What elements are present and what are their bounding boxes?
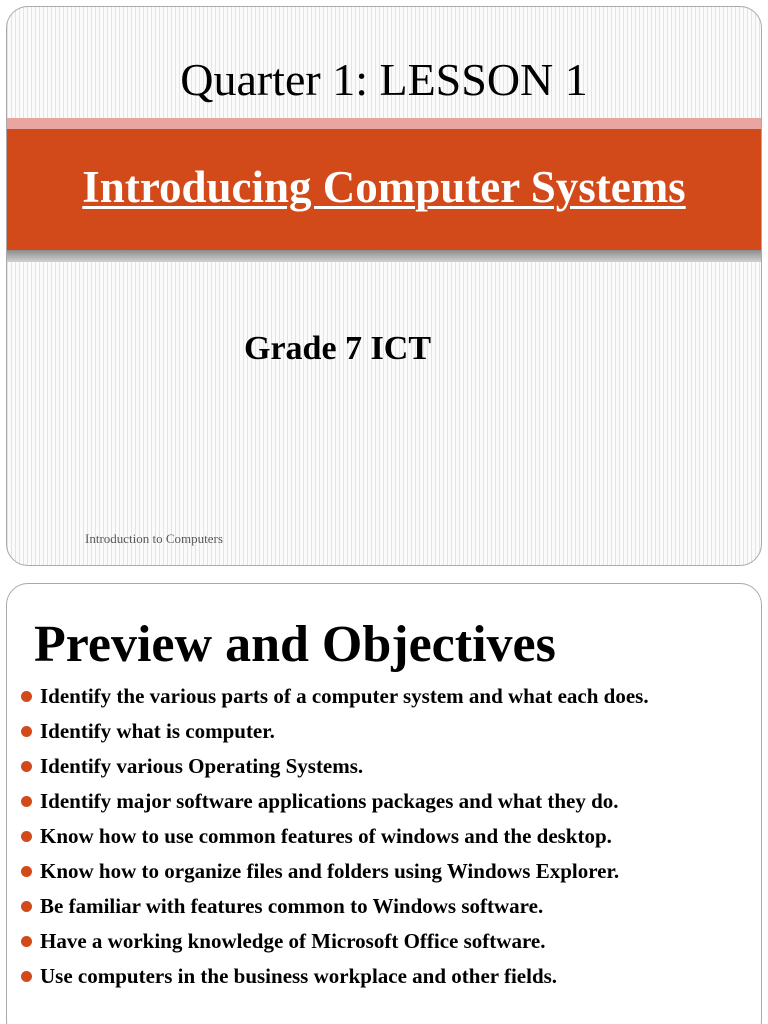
list-item bbox=[19, 717, 749, 746]
objective-text: Know how to organize files and folders using Windows Explorer. bbox=[40, 859, 620, 883]
title-band-shadow bbox=[7, 250, 761, 262]
title-slide bbox=[6, 6, 762, 566]
main-title: Introducing Computer Systems bbox=[82, 162, 686, 212]
bullet-dot-icon bbox=[21, 901, 32, 912]
list-item bbox=[19, 752, 749, 781]
objectives-slide bbox=[6, 583, 762, 1024]
title-band-top-accent bbox=[7, 118, 761, 129]
bullet-dot-icon bbox=[21, 726, 32, 737]
subtitle: Grade 7 ICT bbox=[244, 330, 431, 367]
bullet-dot-icon bbox=[21, 761, 32, 772]
quarter-title: Quarter 1: LESSON 1 bbox=[180, 54, 588, 105]
objective-text: Identify various Operating Systems. bbox=[40, 754, 364, 778]
objective-text: Be familiar with features common to Windows software. bbox=[40, 894, 544, 918]
list-item bbox=[19, 892, 749, 921]
list-item bbox=[19, 787, 749, 816]
objectives-title: Preview and Objectives bbox=[34, 616, 556, 673]
objective-text: Use computers in the business workplace and other fields. bbox=[40, 964, 558, 988]
objective-text: Have a working knowledge of Microsoft Office software. bbox=[40, 929, 546, 953]
bullet-dot-icon bbox=[21, 796, 32, 807]
objective-text: Identify major software applications packages and what they do. bbox=[40, 789, 619, 813]
bullet-dot-icon bbox=[21, 936, 32, 947]
bullet-dot-icon bbox=[21, 866, 32, 877]
objective-text: Identify what is computer. bbox=[40, 719, 275, 743]
bullet-dot-icon bbox=[21, 971, 32, 982]
list-item bbox=[19, 857, 749, 886]
list-item bbox=[19, 682, 749, 711]
list-item bbox=[19, 962, 749, 991]
bullet-dot-icon bbox=[21, 691, 32, 702]
list-item bbox=[19, 822, 749, 851]
list-item bbox=[19, 927, 749, 956]
objective-text: Identify the various parts of a computer system and what each does. bbox=[40, 684, 649, 708]
bullet-dot-icon bbox=[21, 831, 32, 842]
objective-text: Know how to use common features of windows and the desktop. bbox=[40, 824, 612, 848]
objectives-list bbox=[19, 682, 749, 997]
slide-footer: Introduction to Computers bbox=[85, 531, 223, 546]
